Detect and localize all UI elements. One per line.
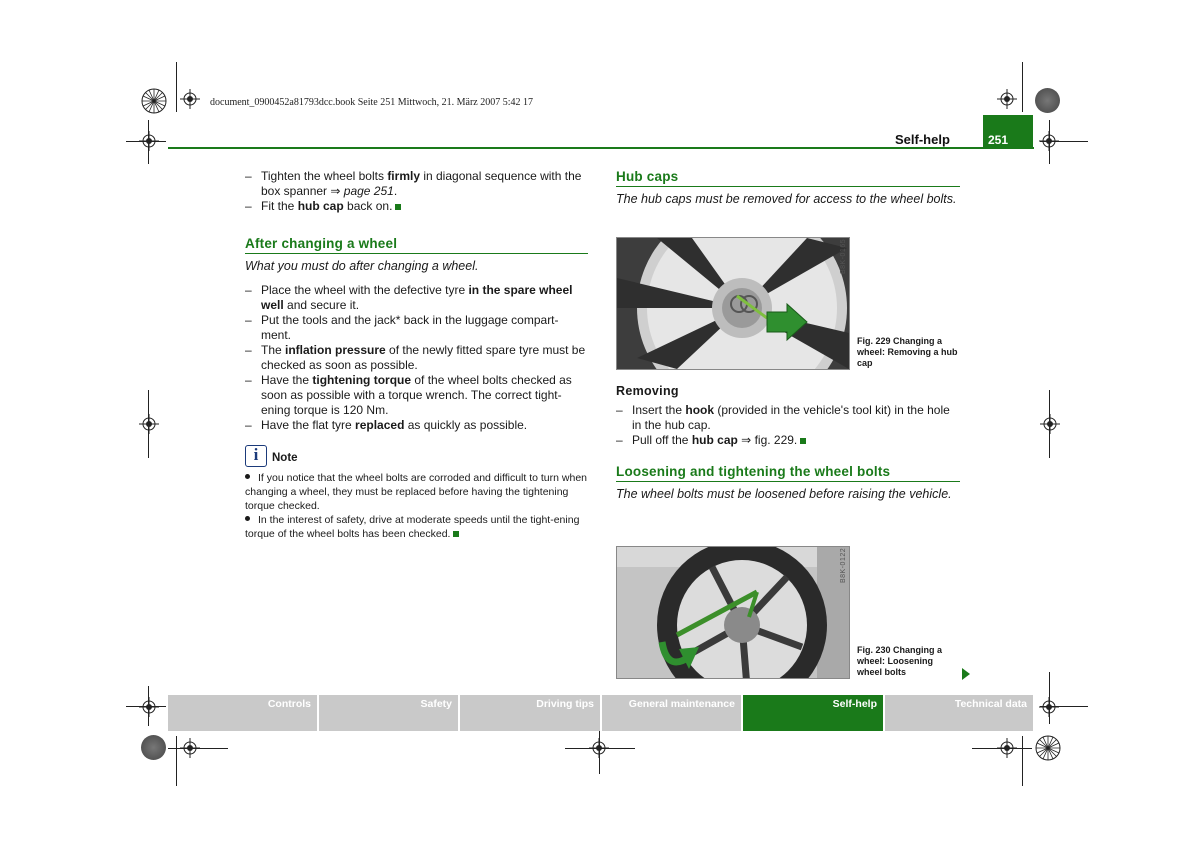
wheel-spanner-illustration xyxy=(617,547,849,678)
list-item: – Insert the hook (provided in the vehicle's tool kit) in the hole in the hub cap. xyxy=(616,403,960,433)
section-heading: Loosening and tightening the wheel bolts xyxy=(616,464,960,482)
section-intro: The wheel bolts must be loosened before raising the vehicle. xyxy=(616,487,952,501)
end-marker xyxy=(800,438,806,444)
left-column xyxy=(245,169,588,541)
registration-star-icon xyxy=(1035,735,1061,761)
crosshair-icon xyxy=(589,738,609,758)
tab-general-maintenance[interactable]: General maintenance xyxy=(602,695,741,731)
header-rule xyxy=(168,147,1034,149)
note-box xyxy=(245,445,588,469)
bullet-icon xyxy=(245,474,250,479)
figure-hub-cap-image xyxy=(616,237,850,370)
note-bullet: In the interest of safety, drive at moderate speeds until the tight-ening torque of the wheel bolts has been checked. xyxy=(245,514,580,540)
subheading: Removing xyxy=(616,384,679,398)
tab-technical-data[interactable]: Technical data xyxy=(885,695,1033,731)
crosshair-icon xyxy=(139,697,159,717)
crosshair-icon xyxy=(1039,131,1059,151)
section-intro: The hub caps must be removed for access to the wheel bolts. xyxy=(616,192,957,206)
list-item: – Tighten the wheel bolts firmly in diagonal sequence with the box spanner ⇒ page 251. xyxy=(245,169,588,199)
section-heading: Hub caps xyxy=(616,169,960,187)
list-item: – Place the wheel with the defective tyre in the spare wheel well and secure it. xyxy=(245,283,588,313)
end-marker xyxy=(453,531,459,537)
figure-code: B8K-0165 xyxy=(840,238,847,274)
figure-code: B8K-0122 xyxy=(840,547,847,583)
crosshair-icon xyxy=(997,89,1017,109)
continue-arrow-icon xyxy=(962,668,970,680)
tab-safety[interactable]: Safety xyxy=(319,695,458,731)
crosshair-icon xyxy=(180,89,200,109)
section-intro: What you must do after changing a wheel. xyxy=(245,259,479,273)
crosshair-icon xyxy=(1039,697,1059,717)
right-column-top xyxy=(616,169,960,216)
section-heading: After changing a wheel xyxy=(245,236,588,254)
figure-wheel-bolts-image xyxy=(616,546,850,679)
gray-disc-icon xyxy=(141,735,166,760)
figure-caption: Fig. 229 Changing a wheel: Removing a hub cap xyxy=(857,336,958,368)
end-marker xyxy=(395,204,401,210)
wheel-hubcap-illustration xyxy=(617,238,849,369)
list-item: – Fit the hub cap back on. xyxy=(245,199,588,214)
note-label: Note xyxy=(272,452,298,464)
list-item: – The inflation pressure of the newly fitted spare tyre must be checked as soon as possible. xyxy=(245,343,588,373)
crosshair-icon xyxy=(997,738,1017,758)
registration-star-icon xyxy=(141,88,167,114)
list-item: – Have the tightening torque of the wheel bolts checked as soon as possible with a torque wrench. The correct tight-ening torque is 120 Nm. xyxy=(245,373,588,418)
info-icon: i xyxy=(245,445,267,467)
page-reference[interactable]: page 251 xyxy=(343,184,394,198)
tab-controls[interactable]: Controls xyxy=(168,695,317,731)
figure-caption: Fig. 230 Changing a wheel: Loosening wheel bolts xyxy=(857,645,943,677)
crosshair-icon xyxy=(1040,414,1060,434)
note-bullet: If you notice that the wheel bolts are corroded and difficult to turn when changing a wheel, they must be replaced before having the tightening torque checked. xyxy=(245,472,588,512)
tab-self-help[interactable]: Self-help xyxy=(743,695,883,731)
list-item: – Put the tools and the jack* back in the luggage compart-ment. xyxy=(245,313,588,343)
tab-driving-tips[interactable]: Driving tips xyxy=(460,695,600,731)
crosshair-icon xyxy=(139,131,159,151)
section-title: Self-help xyxy=(895,132,950,147)
gray-disc-icon xyxy=(1035,88,1060,113)
list-item: – Have the flat tyre replaced as quickly as possible. xyxy=(245,418,588,433)
print-info-line: document_0900452a81793dcc.book Seite 251 Mittwoch, 21. März 2007 5:42 17 xyxy=(210,97,534,108)
list-item: – Pull off the hub cap ⇒ fig. 229. xyxy=(616,433,960,448)
bullet-icon xyxy=(245,516,250,521)
page-number: 251 xyxy=(988,133,1009,147)
right-column-removing xyxy=(616,384,960,511)
crosshair-icon xyxy=(139,414,159,434)
